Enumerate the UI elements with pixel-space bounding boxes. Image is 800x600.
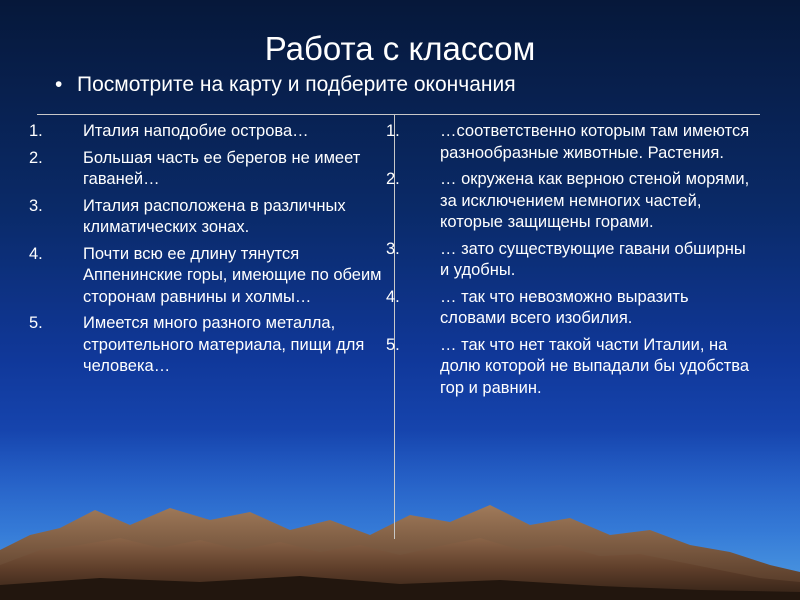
right-list-item — [386, 335, 758, 400]
item-text: Италия расположена в различных климатических зонах. — [83, 196, 346, 236]
item-number: 1. — [29, 122, 43, 140]
item-text: Италия наподобие острова… — [83, 122, 309, 140]
left-list-item — [29, 313, 392, 378]
item-text: … зато существующие гавани обширны и удобны. — [440, 239, 746, 279]
left-list-item — [29, 148, 392, 191]
item-number: 2. — [386, 170, 400, 188]
left-list-item — [29, 244, 392, 309]
left-list-item — [29, 196, 392, 239]
item-number: 4. — [29, 244, 43, 263]
subtitle-text: Посмотрите на карту и подберите окончания — [77, 73, 516, 96]
matching-table — [29, 114, 760, 539]
item-text: … так что нет такой части Италии, на долю которой не выпадали бы удобства гор и равнин. — [440, 335, 750, 397]
item-number: 3. — [29, 196, 43, 215]
right-list-item — [386, 121, 758, 164]
item-number: 4. — [386, 287, 400, 306]
item-text: Почти всю ее длину тянутся Аппенинские горы, имеющие по обеим сторонам равнины и холмы… — [83, 244, 382, 306]
item-text: Большая часть ее берегов не имеет гаваней… — [83, 148, 361, 188]
item-number: 2. — [29, 148, 43, 167]
item-text: … окружена как верною стеной морями, за исключением немногих частей, которые защищены горами. — [440, 170, 750, 231]
right-list-item — [386, 287, 758, 330]
slide-subtitle — [55, 73, 516, 97]
slide-title: Работа с классом — [264, 30, 536, 67]
left-list-item — [29, 121, 392, 143]
right-column — [386, 121, 758, 404]
item-number: 3. — [386, 239, 400, 258]
left-column — [29, 121, 392, 383]
item-text: …соответственно которым там имеются разнообразные животные. Растения. — [440, 122, 750, 162]
right-list-item — [386, 239, 758, 282]
item-number: 5. — [29, 314, 43, 332]
item-text: … так что невозможно выразить словами всего изобилия. — [440, 287, 689, 327]
item-number: 1. — [386, 122, 400, 140]
right-list-item — [386, 169, 758, 234]
bullet-glyph: • — [55, 73, 63, 96]
item-text: Имеется много разного металла, строительного материала, пищи для человека… — [83, 314, 365, 375]
item-number: 5. — [386, 335, 400, 354]
